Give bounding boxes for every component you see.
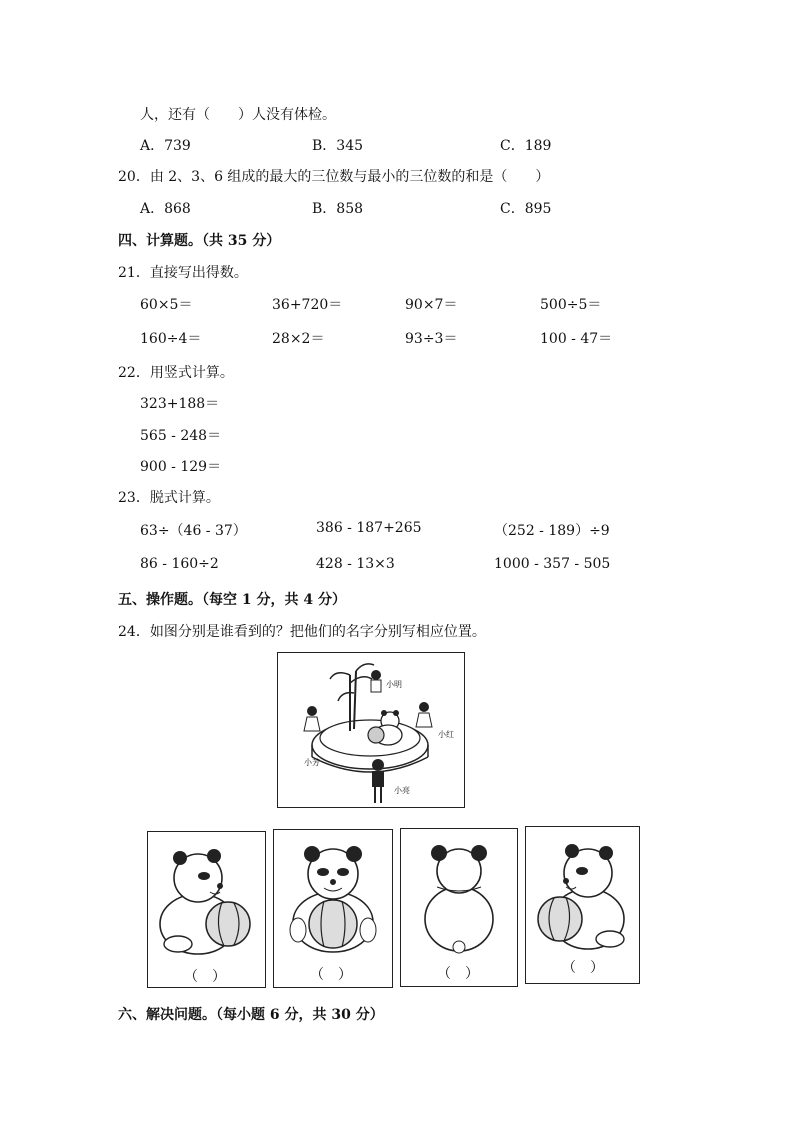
q24-text: 24．如图分别是谁看到的？把他们的名字分别写相应位置。 (118, 624, 486, 640)
q22-item-2: 565 - 248＝ (140, 428, 222, 444)
q23-r1-c1: 63÷（46 - 37） (140, 523, 247, 539)
scene-illustration (277, 652, 465, 808)
q19-option-b[interactable]: B．345 (312, 138, 364, 154)
panda-side-right-drawing (526, 827, 639, 957)
q21-r1-c4: 500÷5＝ (540, 297, 602, 313)
answer-blank-4[interactable]: （ ） (562, 960, 604, 976)
q21-r1-c3: 90×7＝ (405, 297, 458, 313)
panda-view-1 (147, 831, 266, 988)
label-xiaohong: 小红 (438, 730, 454, 739)
panda-view-2 (273, 829, 393, 988)
q21-r2-c3: 93÷3＝ (405, 331, 458, 347)
panda-side-left-drawing (148, 832, 265, 962)
q20-option-c[interactable]: C．895 (500, 201, 552, 217)
q23-r2-c3: 1000 - 357 - 505 (494, 556, 611, 572)
q21-r2-c1: 160÷4＝ (140, 331, 202, 347)
q23-r1-c3: （252 - 189）÷9 (494, 523, 610, 539)
scene-drawing (278, 653, 464, 807)
q23-text: 23．脱式计算。 (118, 490, 220, 506)
q21-r2-c4: 100 - 47＝ (540, 331, 613, 347)
panda-view-4 (525, 826, 640, 984)
q20-option-a[interactable]: A．868 (140, 201, 191, 217)
q21-r1-c2: 36+720＝ (272, 297, 343, 313)
section-5-title: 五、操作题。（每空 1 分，共 4 分） (118, 592, 346, 608)
panda-front-drawing (274, 830, 392, 960)
q21-r2-c2: 28×2＝ (272, 331, 325, 347)
section-4-title: 四、计算题。（共 35 分） (118, 233, 281, 249)
section-6-title: 六、解决问题。（每小题 6 分，共 30 分） (118, 1007, 384, 1023)
q22-item-1: 323+188＝ (140, 396, 220, 412)
q20-text: 20．由 2、3、6 组成的最大的三位数与最小的三位数的和是（ ） (118, 169, 550, 185)
q22-item-3: 900 - 129＝ (140, 459, 222, 475)
q19-option-a[interactable]: A．739 (140, 138, 191, 154)
q21-text: 21．直接写出得数。 (118, 265, 248, 281)
q23-r2-c2: 428 - 13×3 (316, 556, 395, 572)
answer-blank-2[interactable]: （ ） (310, 967, 352, 983)
panda-back-drawing (401, 829, 517, 959)
label-xiaoming: 小明 (386, 680, 402, 689)
label-xiaofang: 小芳 (304, 758, 320, 767)
q19-tail: 人，还有（ ）人没有体检。 (140, 107, 336, 123)
q22-text: 22．用竖式计算。 (118, 365, 234, 381)
label-xiaoliang: 小亮 (394, 786, 410, 795)
q21-r1-c1: 60×5＝ (140, 297, 193, 313)
q23-r2-c1: 86 - 160÷2 (140, 556, 219, 572)
q19-option-c[interactable]: C．189 (500, 138, 552, 154)
answer-blank-3[interactable]: （ ） (437, 966, 479, 982)
q23-r1-c2: 386 - 187+265 (316, 520, 422, 536)
answer-blank-1[interactable]: （ ） (184, 969, 226, 985)
q20-option-b[interactable]: B．858 (312, 201, 364, 217)
panda-view-3 (400, 828, 518, 987)
